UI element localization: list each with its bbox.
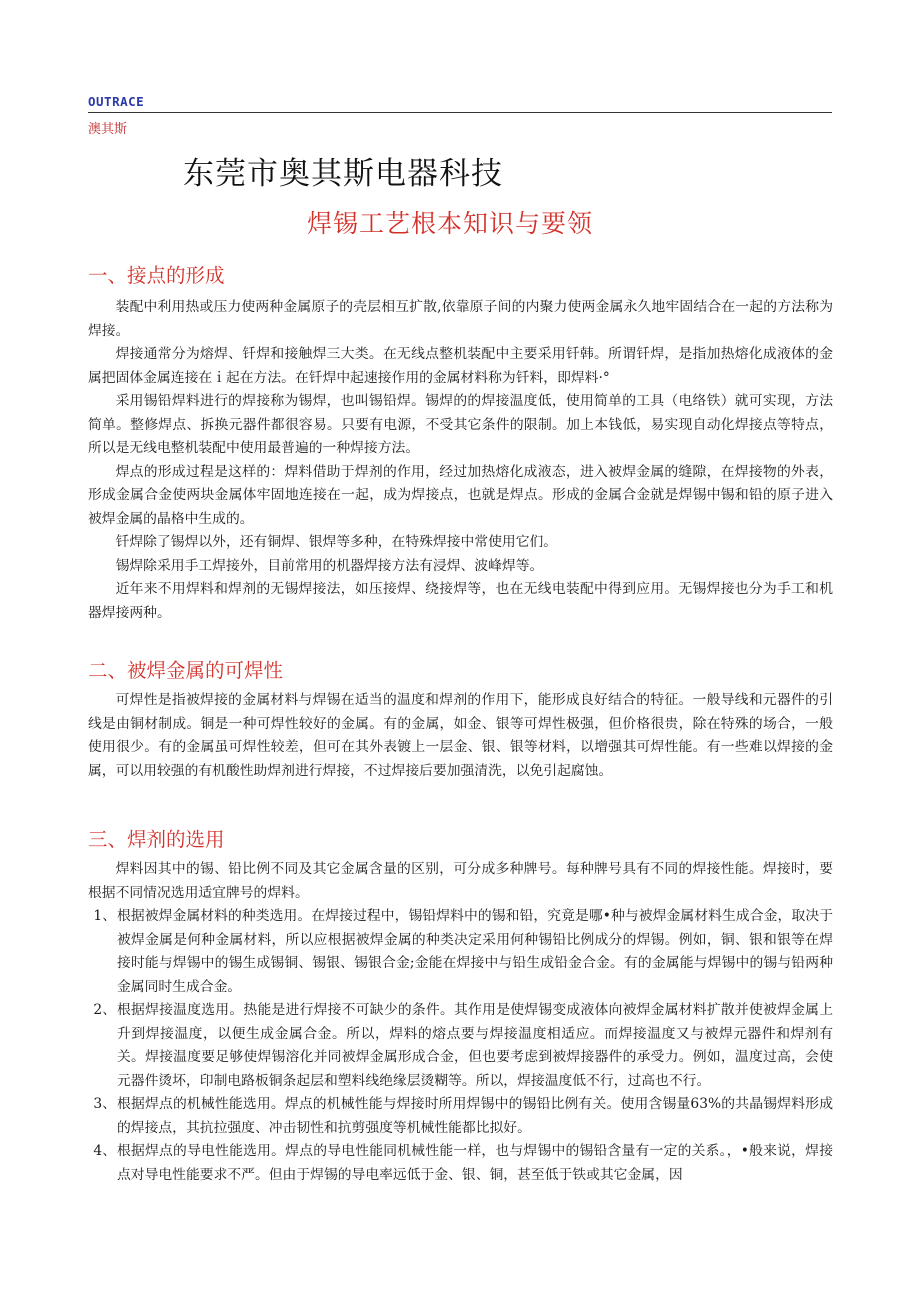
paragraph: 近年来不用焊料和焊剂的无锡焊接法，如压接焊、绕接焊等，也在无线电装配中得到应用。无锡焊接也分为手工和机器焊接两种。 [88,581,833,621]
list-item [88,905,833,999]
list-item-number: 3、 [93,1096,116,1112]
paragraph: 采用锡铅焊料进行的焊接称为锡焊，也叫锡铅焊。锡焊的的焊接温度低，使用简单的工具（电络铁）就可实现，方法简单。整修焊点、拆换元器件都很容易。只要有电源，不受其它条件的限制。加上本钱低，易实现自动化焊接点等特点，所以是无线电整机装配中使用最普遍的一种焊接方法。 [88,393,833,456]
list-item [88,1140,833,1187]
list-item-text: 根据焊点的导电性能选用。焊点的导电性能同机械性能一样，也与焊锡中的锡铅含量有一定的关系。，•般来说，焊接点对导电性能要求不严。但由于焊锡的导电率远低于金、银、铜，甚至低于铁或其它金属，因 [117,1143,833,1183]
paragraph: 装配中利用热或压力使两种金属原子的壳层相互扩散,依靠原子间的内聚力使两金属永久地牢固结合在一起的方法称为焊接。 [88,299,833,339]
paragraph: 可焊性是指被焊接的金属材料与焊锡在适当的温度和焊剂的作用下，能形成良好结合的特征。一般导线和元器件的引线是由铜材制成。铜是一种可焊性较好的金属。有的金属，如金、银等可焊性极强，但价格很贵，除在特殊的场合，一般使用很少。有的金属虽可焊性较差，但可在其外表镀上一层金、银、银等材料，以增强其可焊性能。有一些难以焊接的金属，可以用较强的有机酸性助焊剂进行焊接，不过焊接后要加强清洗，以免引起腐蚀。 [88,692,833,779]
brand-name-cn: 澳其斯 [88,122,128,137]
paragraph: 钎焊除了锡焊以外，还有铜焊、银焊等多种，在特殊焊接中常使用它们。 [115,534,558,550]
list-item-text: 根据被焊金属材料的种类选用。在焊接过程中，锡铅焊料中的锡和铅，究竟是哪•种与被焊金属材料生成合金，取决于被焊金属是何种金属材料，所以应根据被焊金属的种类决定采用何种锡铅比例成分的焊锡。例如，铜、银和银等在焊接时能与焊锡中的锡生成锡铜、锡银、锡银合金;金能在焊接中与铅生成铅金合金。有的金属能与焊锡中的锡与铅两种金属同时生成合金。 [117,908,833,995]
document-title: 焊锡工艺根本知识与要领 [307,209,594,238]
paragraph: 焊点的形成过程是这样的：焊料借助于焊剂的作用，经过加热熔化成液态，进入被焊金属的缝隙，在焊接物的外表，形成金属合金使两块金属体牢固地连接在一起，成为焊接点，也就是焊点。形成的金属合金就是焊锡中锡和铅的原子进入被焊金属的晶格中生成的。 [88,463,833,527]
section-title-3: 三、焊剂的选用 [88,828,225,851]
brand-name-en: OUTRACE [88,94,145,109]
section-body-2 [88,689,833,783]
company-name: 东莞市奥其斯电器科技 [183,156,503,192]
list-item-number: 1、 [93,908,116,924]
section-title-2: 二、被焊金属的可焊性 [88,659,284,682]
list-item [88,999,833,1093]
section-title-1: 一、接点的形成 [88,264,225,287]
list-item-text: 根据焊点的机械性能选用。焊点的机械性能与焊接时所用焊锡中的锡铅比例有关。使用含锡量63%的共晶锡焊料形成的焊接点，其抗拉强度、冲击韧性和抗剪强度等机械性能都比拟好。 [117,1096,833,1136]
section-body-3 [88,858,833,1187]
paragraph: 焊接通常分为熔焊、钎焊和接触焊三大类。在无线点整机装配中主要采用钎韩。所谓钎焊，是指加热熔化成液体的金属把固体金属连接在ｉ起在方法。在钎焊中起速接作用的金属材料称为钎料，即焊料·° [88,346,833,386]
list-item-text: 根据焊接温度选用。热能是进行焊接不可缺少的条件。其作用是使焊锡变成液体向被焊金属材料扩散并使被焊金属上升到焊接温度，以便生成金属合金。所以，焊料的熔点要与焊接温度相适应。而焊接温度又与被焊元器件和焊剂有关。焊接温度要足够使焊锡溶化并同被焊金属形成合金，但也要考虑到被焊接器件的承受力。例如，温度过高，会使元器件烫坏，印制电路板铜条起层和塑料线绝缘层烫糊等。所以，焊接温度低不行，过高也不行。 [117,1002,833,1089]
list-item-number: 2、 [93,1002,116,1018]
list-item-number: 4、 [93,1143,116,1159]
paragraph: 焊料因其中的锡、铅比例不同及其它金属含量的区别，可分成多种牌号。每种牌号具有不同的焊接性能。焊接时，要根据不同情况选用适宜牌号的焊料。 [88,861,833,901]
paragraph: 锡焊除采用手工焊接外，目前常用的机器焊接方法有浸焊、波峰焊等。 [115,557,544,574]
header-rule [88,112,832,113]
section-body-1 [88,296,833,625]
list-item [88,1093,833,1140]
